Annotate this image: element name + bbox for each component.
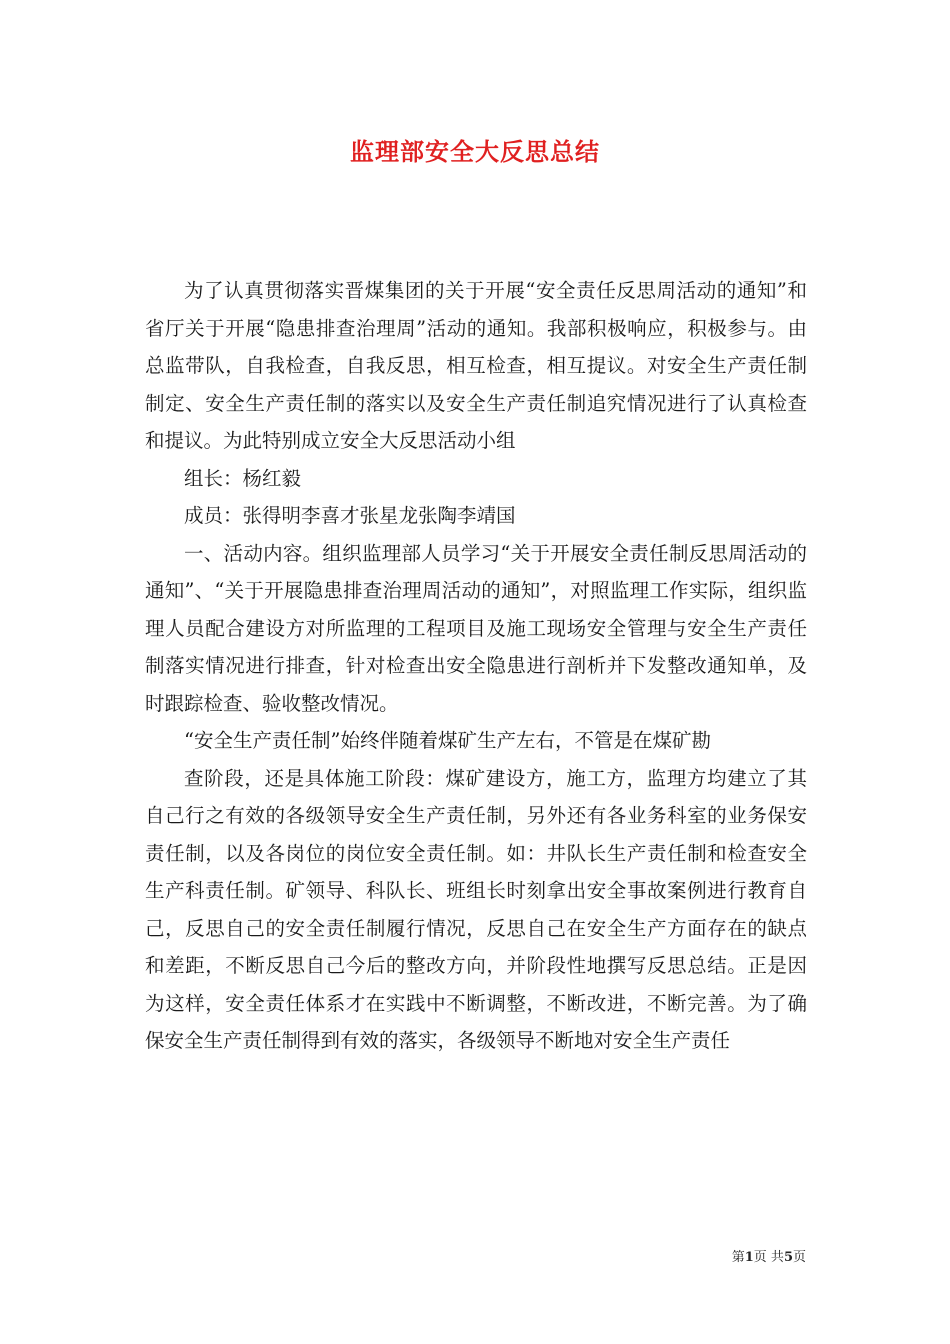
footer-suffix: 页 — [792, 1250, 806, 1265]
paragraph-leader: 组长：杨红毅 — [184, 466, 302, 490]
footer-total-pages: 5 — [783, 1250, 793, 1265]
document-title: 监理部安全大反思总结 — [350, 137, 600, 166]
footer-current-page: 1 — [744, 1250, 754, 1265]
paragraph-responsibility-intro: “安全生产责任制”始终伴随着煤矿生产左右，不管是在煤矿勘 — [184, 729, 711, 752]
footer-prefix: 第 — [731, 1250, 745, 1265]
paragraph-activity-content: 一、活动内容。组织监理部人员学习“关于开展安全责任制反思周活动的通知”、“关于开展隐患排查治理周活动的通知”，对照监理工作实际，组织监理人员配合建设方对所监理的工程项目及施工现场安全管理与安全生产责任制落实情况进行排查，针对检查出安全隐患进行剖析并下发整改通知单，及时跟踪检查、验收整改情况。 — [145, 541, 807, 715]
document-body — [145, 272, 807, 1060]
paragraph-intro: 为了认真贯彻落实晋煤集团的关于开展“安全责任反思周活动的通知”和省厅关于开展“隐患排查治理周”活动的通知。我部积极响应，积极参与。由总监带队，自我检查，自我反思，相互检查，相互提议。对安全生产责任制制定、安全生产责任制的落实以及安全生产责任制追究情况进行了认真检查和提议。为此特别成立安全大反思活动小组 — [145, 279, 807, 452]
paragraph-responsibility-detail: 查阶段，还是具体施工阶段：煤矿建设方，施工方，监理方均建立了其自己行之有效的各级领导安全生产责任制，另外还有各业务科室的业务保安责任制，以及各岗位的岗位安全责任制。如：井队长生产责任制和检查安全生产科责任制。矿领导、科队长、班组长时刻拿出安全事故案例进行教育自己，反思自己的安全责任制履行情况，反思自己在安全生产方面存在的缺点和差距，不断反思自己今后的整改方向，并阶段性地撰写反思总结。正是因为这样，安全责任体系才在实践中不断调整，不断改进，不断完善。为了确保安全生产责任制得到有效的落实，各级领导不断地对安全生产责任 — [145, 766, 807, 1052]
paragraph-members: 成员：张得明李喜才张星龙张陶李靖国 — [184, 504, 516, 527]
footer-middle: 页 共 — [753, 1250, 784, 1265]
page-number-footer — [700, 1246, 806, 1265]
